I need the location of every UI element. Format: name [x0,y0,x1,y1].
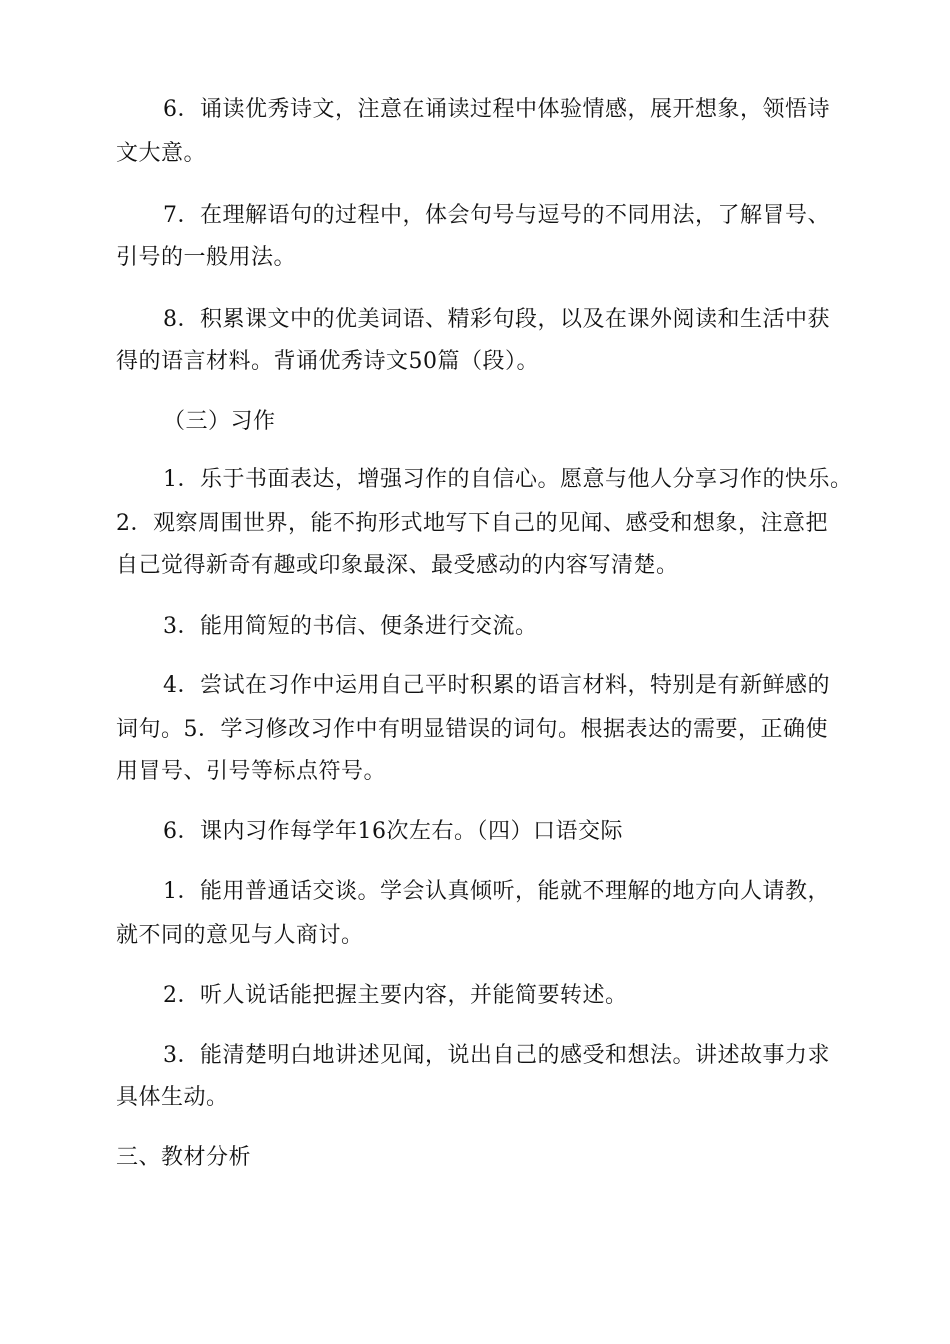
paragraph-line: 用冒号、引号等标点符号。 [116,759,387,784]
paragraph-line: 自己觉得新奇有趣或印象最深、最受感动的内容写清楚。 [116,553,679,578]
paragraph-line: 8．积累课文中的优美词语、精彩句段，以及在课外阅读和生活中获 [163,307,830,332]
paragraph-line: 1．乐于书面表达，增强习作的自信心。愿意与他人分享习作的快乐。 [163,467,853,492]
paragraph-line: 就不同的意见与人商讨。 [116,923,364,948]
section-heading: 三、教材分析 [116,1145,252,1170]
paragraph-line: 2．观察周围世界，能不拘形式地写下自己的见闻、感受和想象，注意把 [116,511,828,536]
paragraph-line: 1．能用普通话交谈。学会认真倾听，能就不理解的地方向人请教， [163,879,830,904]
paragraph-line: 4．尝试在习作中运用自己平时积累的语言材料，特别是有新鲜感的 [163,673,830,698]
paragraph-line: 3．能用简短的书信、便条进行交流。 [163,614,538,639]
paragraph-line: 6．诵读优秀诗文，注意在诵读过程中体验情感，展开想象，领悟诗 [163,97,830,122]
paragraph-line: 2．听人说话能把握主要内容，并能简要转述。 [163,983,628,1008]
paragraph-line: 文大意。 [116,141,207,166]
paragraph-line: 得的语言材料。背诵优秀诗文50篇（段）。 [116,349,539,374]
paragraph-line: 具体生动。 [116,1085,229,1110]
paragraph-line: 7．在理解语句的过程中，体会句号与逗号的不同用法，了解冒号、 [163,203,830,228]
section-heading: （三）习作 [163,409,276,434]
paragraph-line: 6．课内习作每学年16次左右。（四）口语交际 [163,819,623,844]
paragraph-line: 引号的一般用法。 [116,245,297,270]
paragraph-line: 3．能清楚明白地讲述见闻，说出自己的感受和想法。讲述故事力求 [163,1043,830,1068]
paragraph-line: 词句。5．学习修改习作中有明显错误的词句。根据表达的需要，正确使 [116,717,828,742]
